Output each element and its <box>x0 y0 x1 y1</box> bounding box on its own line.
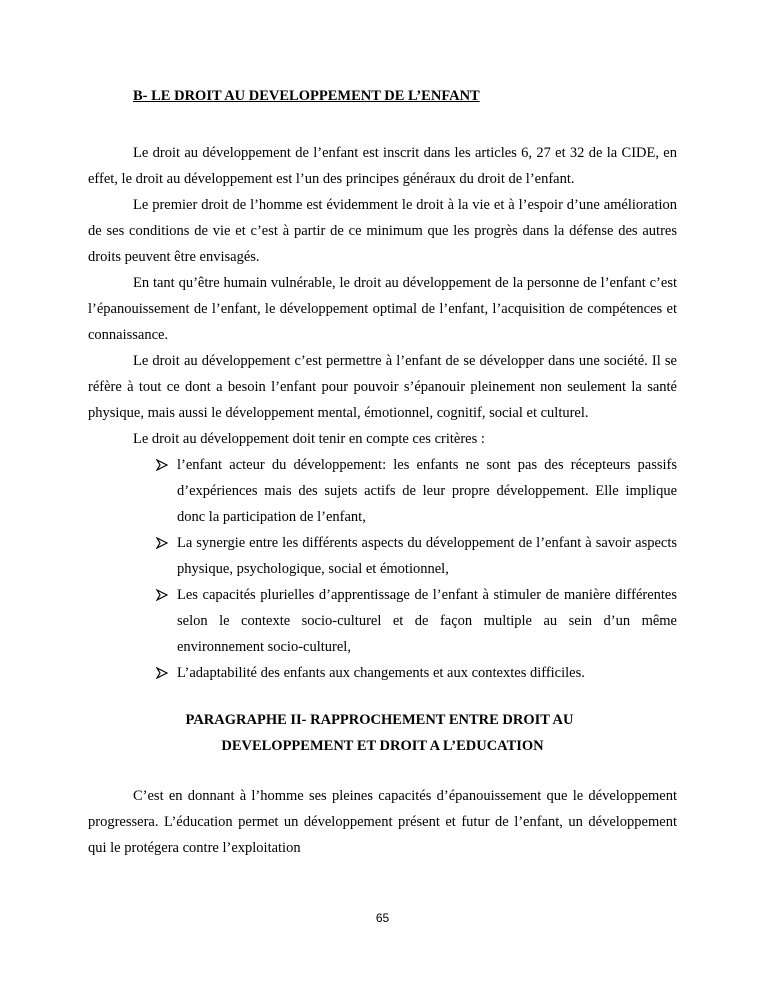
list-item-text: Les capacités plurielles d’apprentissage de l’enfant à stimuler de manière différentes selon le contexte socio-culturel et de façon multiple au sein d’un même environnement socio-culturel, <box>177 587 677 655</box>
list-item-text: La synergie entre les différents aspects du développement de l’enfant à savoir aspects physique, psychologique, social et émotionnel, <box>177 535 677 577</box>
body-paragraph: En tant qu’être humain vulnérable, le droit au développement de la personne de l’enfant c’est l’épanouissement de l’enfant, le développement optimal de l’enfant, l’acquisition de compétences et connaissance. <box>88 275 677 343</box>
arrowhead-bullet-icon <box>156 660 172 686</box>
paragraph-title-line1: PARAGRAPHE II- RAPPROCHEMENT ENTRE DROIT AU <box>185 712 574 728</box>
list-item-text: l’enfant acteur du développement: les enfants ne sont pas des récepteurs passifs d’expériences mais des sujets actifs de leur propre développement. Elle implique donc la participation de l’enfant, <box>177 457 677 525</box>
criteria-list <box>88 452 677 686</box>
list-item <box>88 660 677 686</box>
list-item <box>88 452 677 530</box>
section-title: B- LE DROIT AU DEVELOPPEMENT DE L’ENFANT <box>133 88 480 104</box>
paragraph-title <box>88 707 677 759</box>
arrowhead-bullet-icon <box>156 530 172 556</box>
list-item <box>88 530 677 582</box>
page-number: 65 <box>375 911 390 925</box>
closing-paragraph: C’est en donnant à l’homme ses pleines capacités d’épanouissement que le développement progressera. L’éducation permet un développement présent et futur de l’enfant, un développement qui le protégera contre l’exploitation <box>88 788 677 856</box>
closing-section <box>88 783 677 861</box>
body-paragraph: Le droit au développement de l’enfant est inscrit dans les articles 6, 27 et 32 de la CIDE, en effet, le droit au développement est l’un des principes généraux du droit de l’enfant. <box>88 145 677 187</box>
list-item <box>88 582 677 660</box>
body-paragraph: Le premier droit de l’homme est évidemment le droit à la vie et à l’espoir d’une amélioration de ses conditions de vie et c’est à partir de ce minimum que les progrès dans la défense des autres droits peuvent être envisagés. <box>88 197 677 265</box>
paragraph-title-line2: DEVELOPPEMENT ET DROIT A L’EDUCATION <box>221 738 544 754</box>
arrowhead-bullet-icon <box>156 582 172 608</box>
list-item-text: L’adaptabilité des enfants aux changements et aux contextes difficiles. <box>177 665 585 681</box>
criteria-intro: Le droit au développement doit tenir en compte ces critères : <box>133 431 485 447</box>
arrowhead-bullet-icon <box>156 452 172 478</box>
body-paragraph: Le droit au développement c’est permettre à l’enfant de se développer dans une société. Il se réfère à tout ce dont a besoin l’enfant pour pouvoir s’épanouir pleinement non seulement la santé physique, mais aussi le développement mental, émotionnel, cognitif, social et culturel. <box>88 353 677 421</box>
document-body <box>88 140 677 686</box>
